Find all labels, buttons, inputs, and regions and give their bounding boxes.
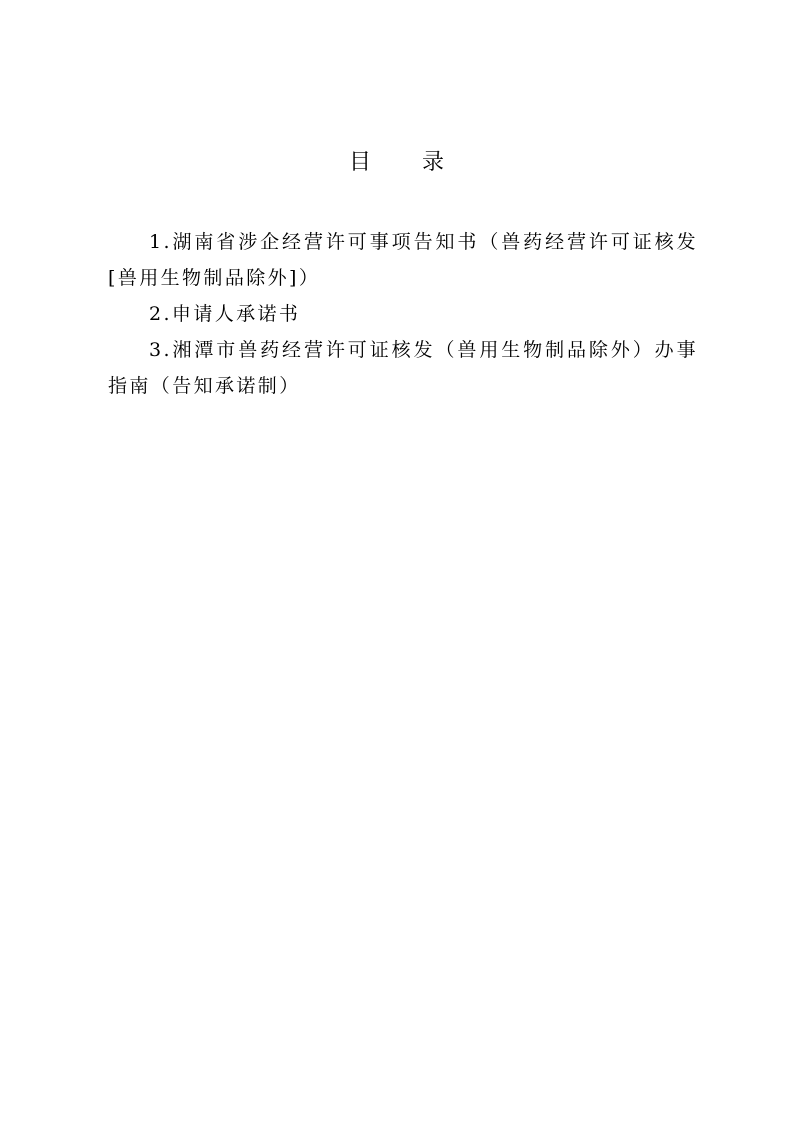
toc-item-2: 2.申请人承诺书 <box>149 303 301 325</box>
table-of-contents <box>108 224 698 404</box>
page-title: 目 录 <box>349 150 466 175</box>
toc-item-1: 1.湖南省涉企经营许可事项告知书（兽药经营许可证核发[兽用生物制品除外]） <box>108 231 698 289</box>
toc-item-3: 3.湘潭市兽药经营许可证核发（兽用生物制品除外）办事指南（告知承诺制） <box>108 339 698 397</box>
